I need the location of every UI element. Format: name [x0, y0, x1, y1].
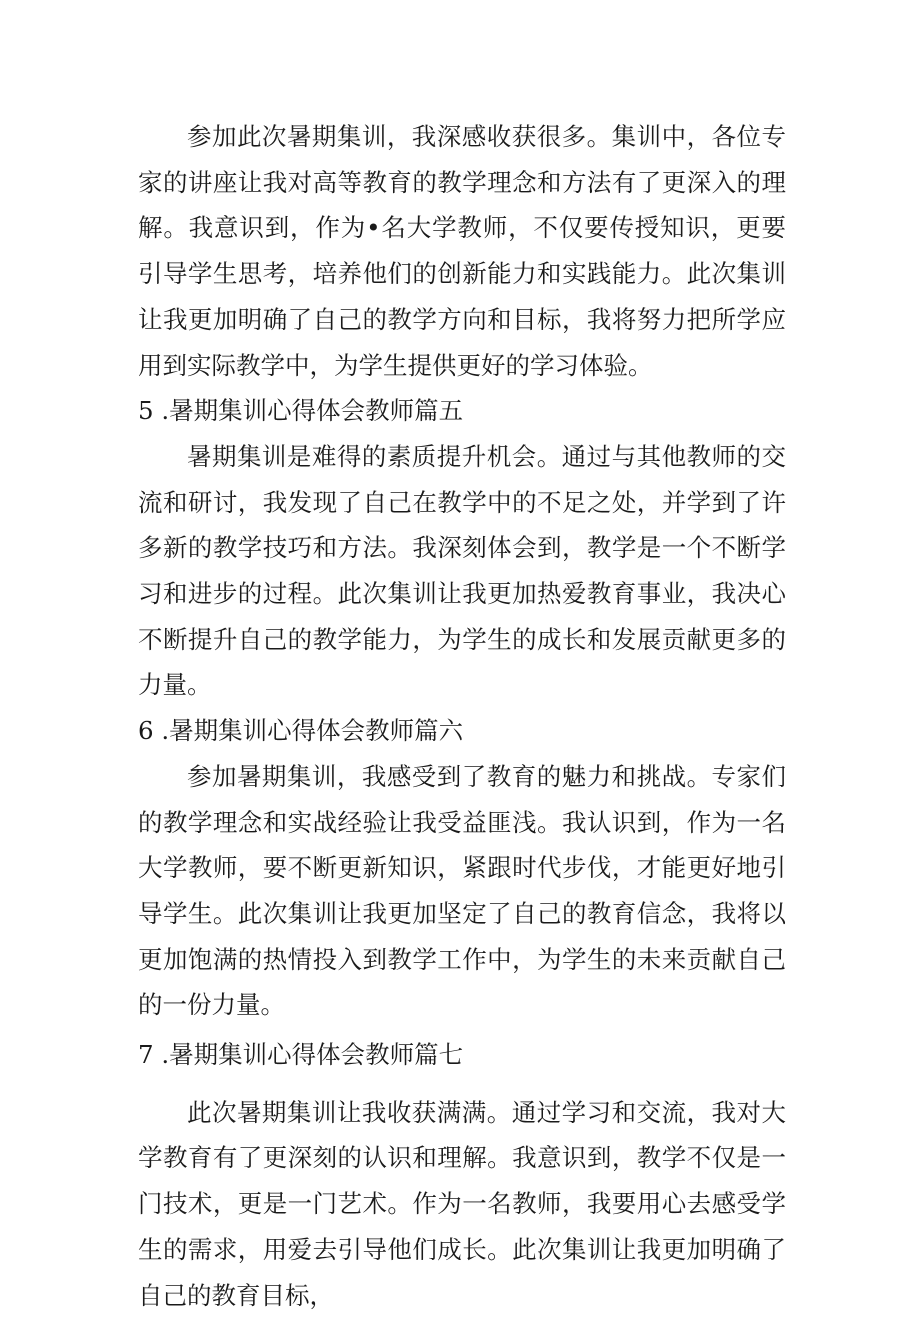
section-heading-6: 6 .暑期集训心得体会教师篇六: [138, 716, 464, 746]
paragraph-1: 参加此次暑期集训，我深感收获很多。集训中，各位专家的讲座让我对高等教育的教学理念和方法有了更深入的理解。我意识到，作为•名大学教师，不仅要传授知识，更要引导学生思考，培养他们的创新能力和实践能力。此次集训让我更加明确了自己的教学方向和目标，我将努力把所学应用到实际教学中，为学生提供更好的学习体验。: [138, 122, 786, 380]
paragraph-4: 此次暑期集训让我收获满满。通过学习和交流，我对大学教育有了更深刻的认识和理解。我意识到，教学不仅是一门技术，更是一门艺术。作为一名教师，我要用心去感受学生的需求，用爱去引导他们成长。此次集训让我更加明确了自己的教育目标，: [138, 1097, 786, 1310]
section-heading-5: 5 .暑期集训心得体会教师篇五: [138, 396, 464, 426]
section-heading-7: 7 .暑期集训心得体会教师篇七: [138, 1040, 464, 1070]
document-body: [138, 114, 786, 1318]
paragraph-3: 参加暑期集训，我感受到了教育的魅力和挑战。专家们的教学理念和实战经验让我受益匪浅。我认识到，作为一名大学教师，要不断更新知识，紧跟时代步伐，才能更好地引导学生。此次集训让我更加坚定了自己的教育信念，我将以更加饱满的热情投入到教学工作中，为学生的未来贡献自己的一份力量。: [138, 761, 786, 1020]
paragraph-2: 暑期集训是难得的素质提升机会。通过与其他教师的交流和研讨，我发现了自己在教学中的不足之处，并学到了许多新的教学技巧和方法。我深刻体会到，教学是一个不断学习和进步的过程。此次集训让我更加热爱教育事业，我决心不断提升自己的教学能力，为学生的成长和发展贡献更多的力量。: [138, 441, 786, 700]
